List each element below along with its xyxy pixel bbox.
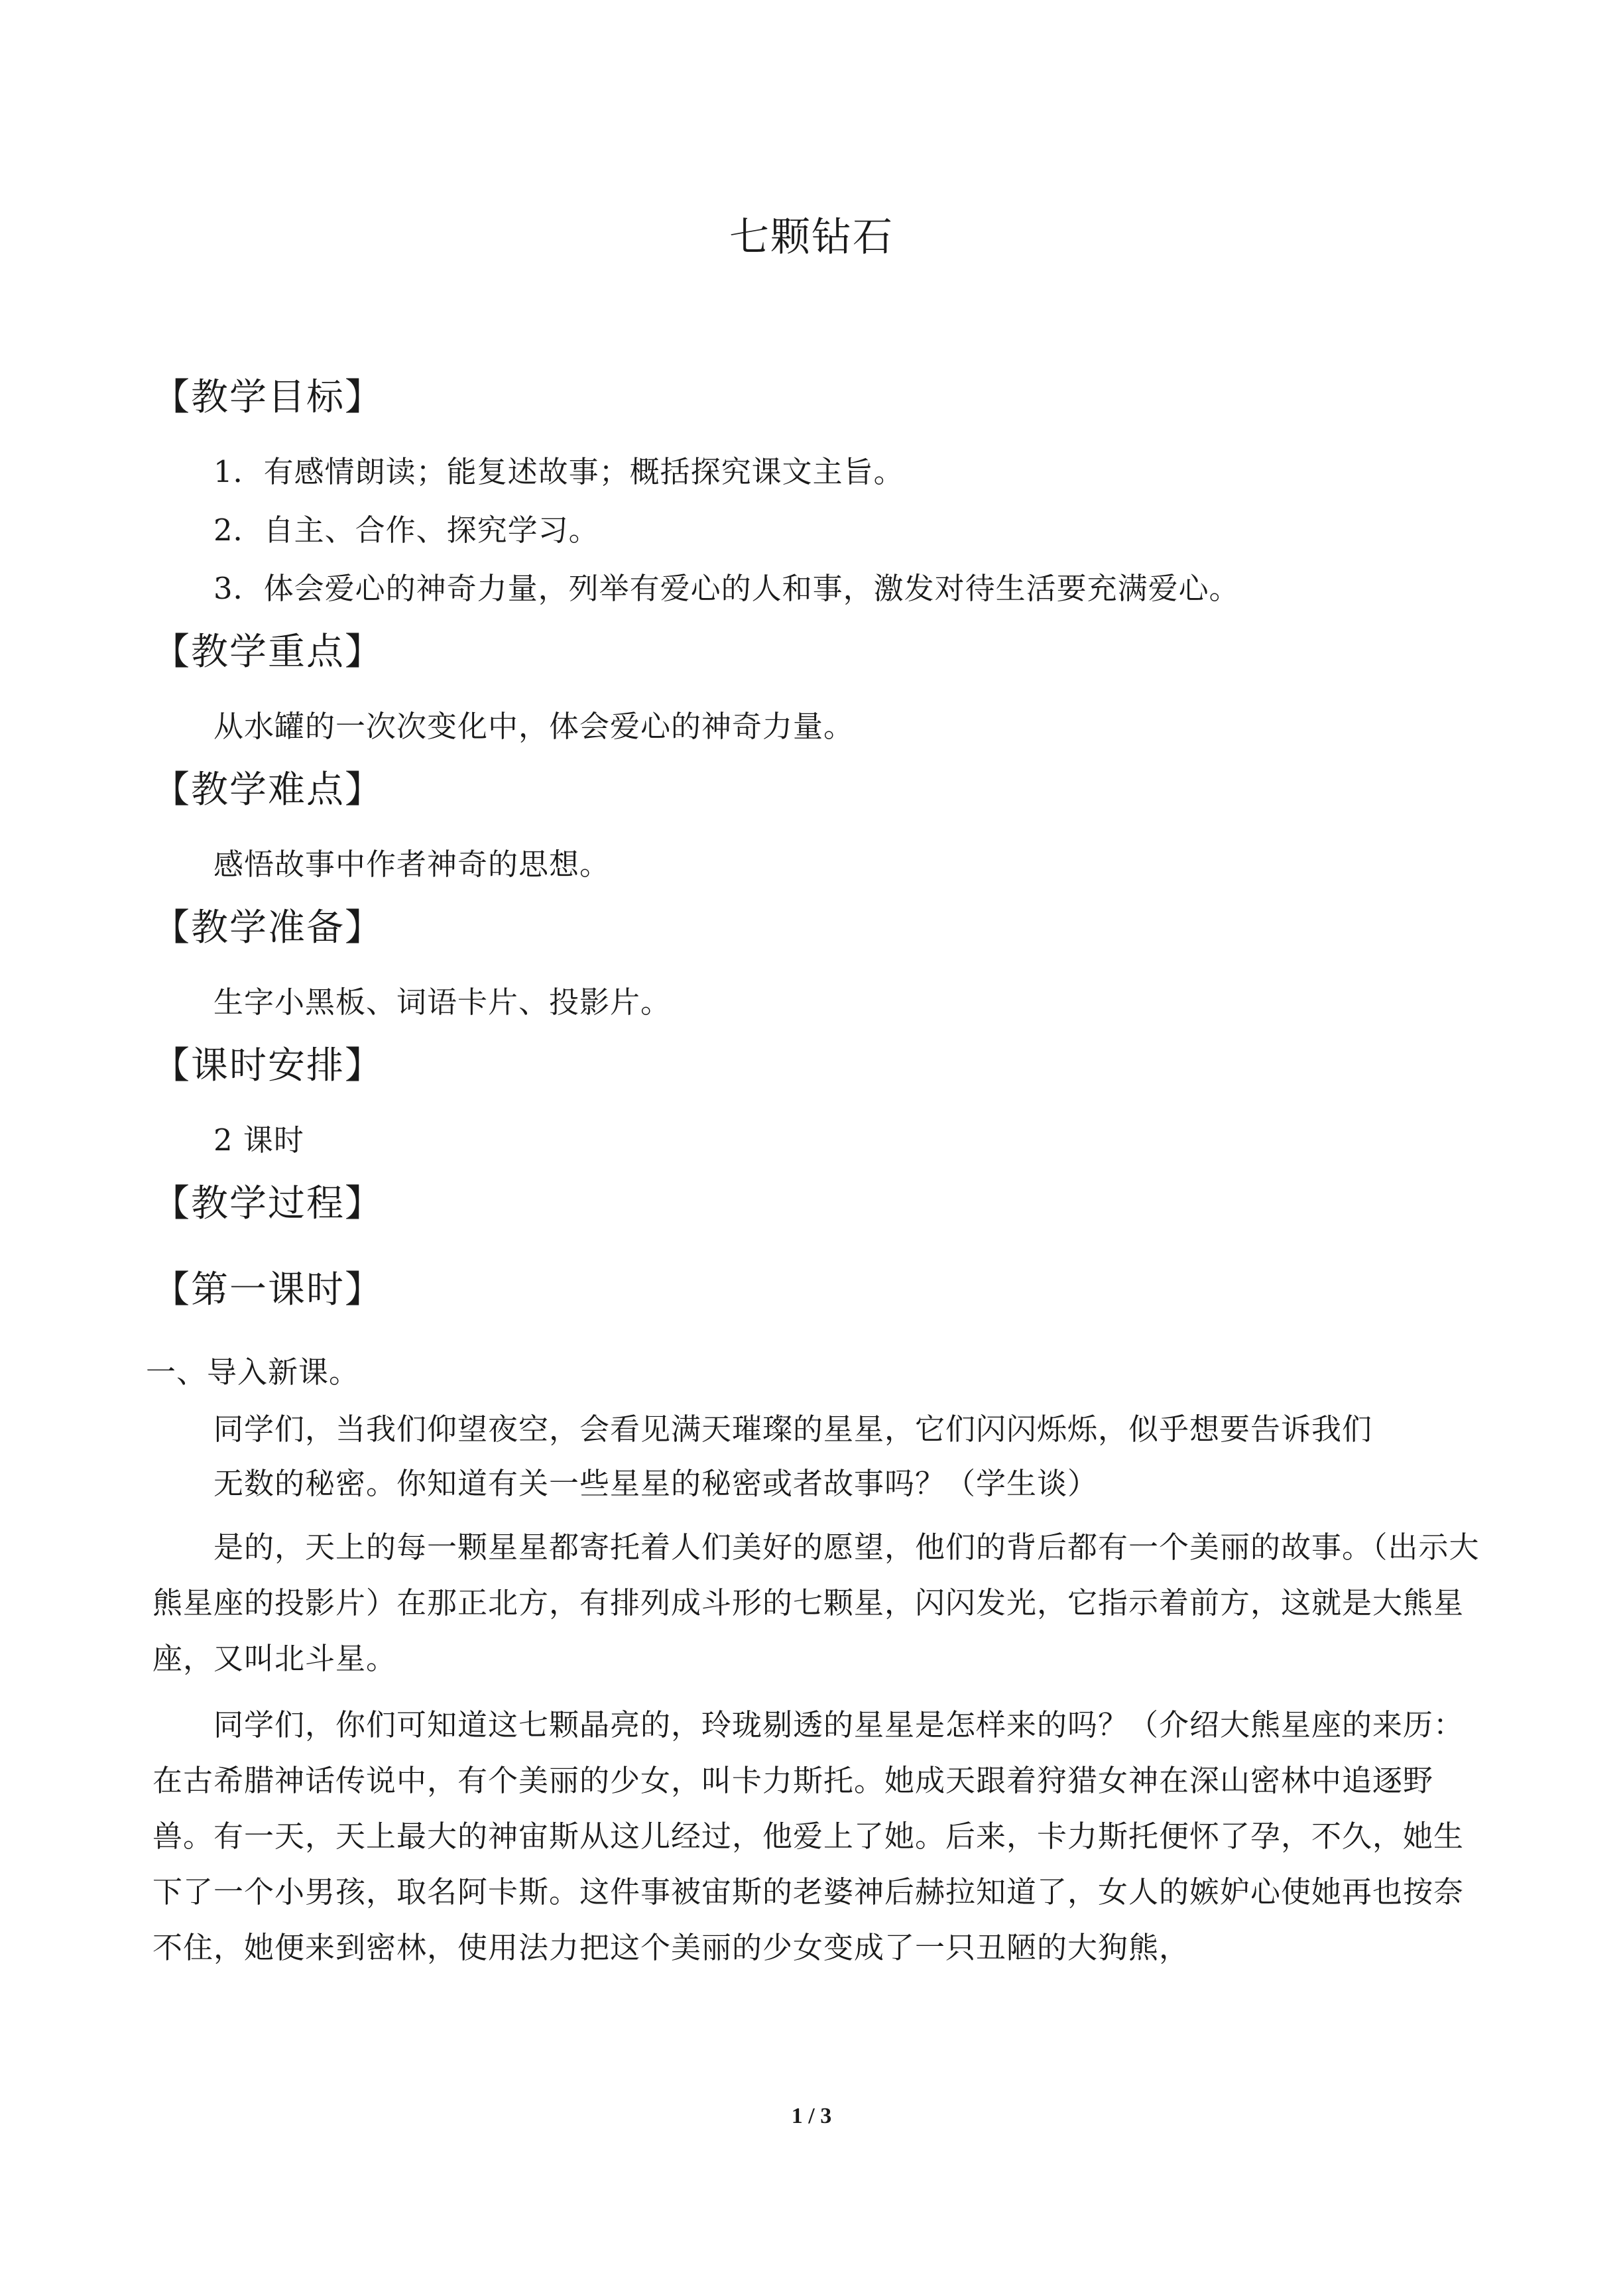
step-one-label: 一、导入新课。 [146,1355,360,1390]
heading-schedule: 【课时安排】 [152,1044,383,1087]
paragraph-line: 同学们，当我们仰望夜空，会看见满天璀璨的星星，它们闪闪烁烁，似乎想要告诉我们 [213,1412,1373,1447]
paragraph-line: 无数的秘密。你知道有关一些星星的秘密或者故事吗？（学生谈） [213,1466,1099,1501]
paragraph: 同学们，你们可知道这七颗晶亮的，玲珑剔透的星星是怎样来的吗？（介绍大熊星座的来历：在古希腊神话传说中，有个美丽的少女，叫卡力斯托。她成天跟着狩猎女神在深山密林中追逐野兽。有一天，天上最大的神宙斯从这儿经过，他爱上了她。后来，卡力斯托便怀了孕，不久，她生下了一个小男孩，取名阿卡斯。这件事被宙斯的老婆神后赫拉知道了，女人的嫉妒心使她再也按奈不住，她便来到密林，使用法力把这个美丽的少女变成了一只丑陋的大狗熊， [152,1707,1465,1965]
heading-difficulties: 【教学难点】 [152,768,383,812]
heading-key-points: 【教学重点】 [152,631,383,674]
heading-process: 【教学过程】 [152,1182,383,1225]
difficulties-text: 感悟故事中作者神奇的思想。 [213,847,611,882]
objective-item: 3．体会爱心的神奇力量，列举有爱心的人和事，激发对待生活要充满爱心。 [213,571,1240,606]
document-body [146,371,1485,1976]
page-number: 1 / 3 [791,2104,832,2128]
objective-item: 1．有感情朗读；能复述故事；概括探究课文主旨。 [213,454,904,489]
schedule-text: 2 课时 [213,1122,304,1158]
preparation-text: 生字小黑板、词语卡片、投影片。 [213,985,672,1020]
document-title: 七颗钻石 [729,214,894,261]
paragraph: 是的，天上的每一颗星星都寄托着人们美好的愿望，他们的背后都有一个美丽的故事。（出示大熊星座的投影片）在那正北方，有排列成斗形的七颗星，闪闪发光，它指示着前方，这就是大熊星座，又叫北斗星。 [152,1530,1480,1676]
heading-lesson-one: 【第一课时】 [152,1268,383,1311]
heading-preparation: 【教学准备】 [152,906,383,949]
heading-objectives: 【教学目标】 [152,376,383,419]
objective-item: 2．自主、合作、探究学习。 [213,513,599,548]
key-points-text: 从水罐的一次次变化中，体会爱心的神奇力量。 [213,709,855,744]
objectives-list [152,448,1485,613]
